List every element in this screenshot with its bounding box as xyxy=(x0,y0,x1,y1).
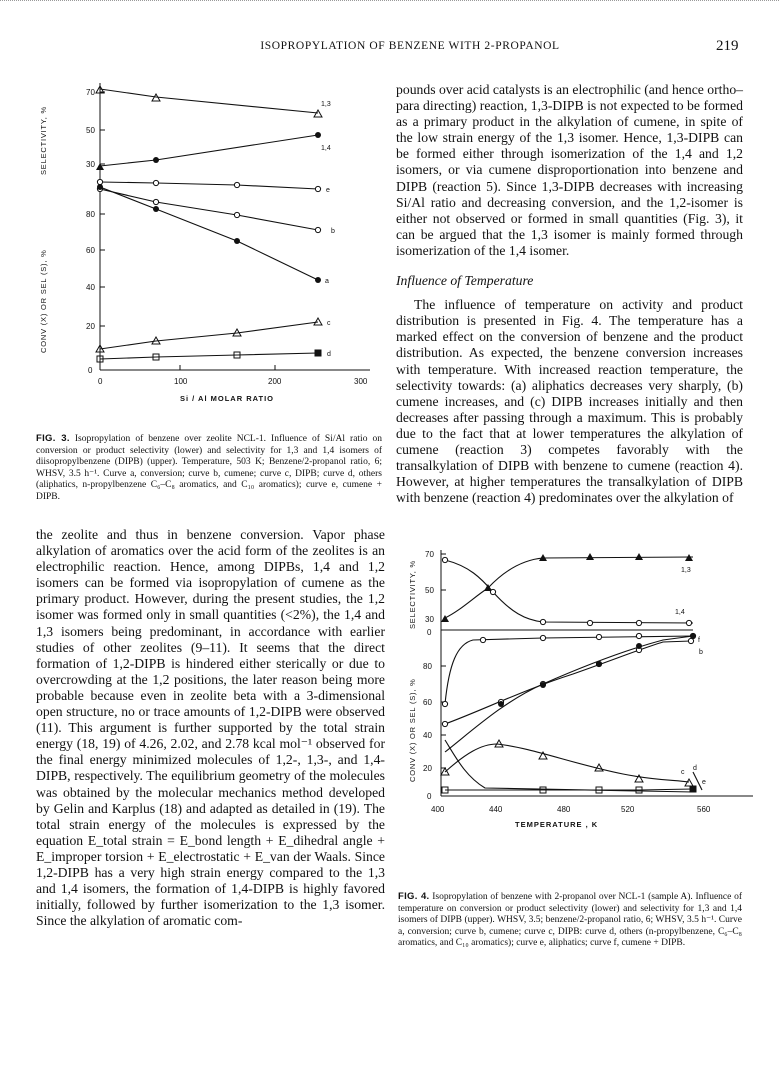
fig4-curve-label-13: 1,3 xyxy=(681,567,691,574)
fig3-ytick-20: 20 xyxy=(86,322,95,331)
fig4-curve-label-e: e xyxy=(702,779,706,786)
fig3-xtick-0: 0 xyxy=(98,377,103,386)
fig4-ytick-50: 50 xyxy=(425,586,434,595)
fig4-ytick-0: 0 xyxy=(427,792,432,801)
page-top-rule xyxy=(0,0,779,3)
fig4-ytick-40: 40 xyxy=(423,731,432,740)
fig4-ytick-20: 20 xyxy=(423,764,432,773)
fig4-curve-label-14: 1,4 xyxy=(675,609,685,616)
fig4-caption xyxy=(398,891,742,950)
fig4-upper-ylabel: SELECTIVITY, % xyxy=(408,560,417,629)
fig3-xtick-300: 300 xyxy=(354,377,368,386)
fig4-plot xyxy=(393,544,773,866)
fig4-ytick-0-top: 0 xyxy=(427,628,432,637)
fig3-curve-label-b: b xyxy=(331,228,335,235)
fig4-ytick-60: 60 xyxy=(423,698,432,707)
fig4-curve-label-d: d xyxy=(693,765,697,772)
fig4-xtick-400: 400 xyxy=(431,805,445,814)
fig4-xtick-520: 520 xyxy=(621,805,635,814)
fig3-upper-ylabel: SELECTIVITY, % xyxy=(39,106,48,175)
fig3-plot xyxy=(20,78,380,408)
fig3-curve-label-e: e xyxy=(326,187,330,194)
fig4-lower-ylabel: CONV (X) OR SEL (S), % xyxy=(408,678,417,782)
fig3-caption-text: Isopropylation of benzene over zeolite NCL-1. Influence of Si/Al ratio on conversion or product selectivity (lower) and selectivity for 1,3 and 1,4 isomers of diisopropylbenzene (DIPB) (upper). Temperature, 503 K; Benzene/2-propanol ratio, 6; WHSV, 3.5 h⁻¹. Curve a, conversion; curve b, cumene; curve c, DIPB; curve d, others (aliphatics, n-propylbenzene C₆–C₈ aromatics, and C₁₀ aromatics); curve e, cumene + DIPB. xyxy=(36,434,382,502)
left-column-paragraph: the zeolite and thus in benzene conversion. Vapor phase alkylation of aromatics over the acid form of the zeolites is an electrophilic reaction. Hence, among DIPBs, 1,4 and 1,2 isomers can be formed via isopropylation of cumene as the primary product. However, during the present studies, the 1,2 isomer was formed only in small quantities (<2%), the 1,4 and 1,3 isomers being predominant, in accordance with earlier studies of other zeolites (9–11). It seems that the direct formation of 1,2-DIPB is hindered either sterically or due to overcrowding at the 1,2 positions, the later reason being more probable because even in zeolite beta with a 3-dimensional open structure, no or trace amounts of 1,2-DIPB were observed (11). This argument is further supported by the total strain energy (18, 19) of 4.26, 2.02, and 2.78 kcal mol⁻¹ observed for the final energy minimized molecules of 1,2-, 1,3-, and 1,4-DIPB, respectively. The equilibrium geometry of the molecules was obtained by the molecular mechanics method developed by Gelin and Karplus (18) and adapted as detailed in (19). The total strain energy of the molecules is expressed by the equation E_total strain = E_bond length + E_dihedral angle + E_improper torsion + E_electrostatic + E_van der Waals. Since 1,2-DIPB has a very high strain energy compared to the 1,3 and 1,4 isomers, the formation of 1,4-DIPB is highly favored initially, followed by further isomerization to the 1,3 isomer. Since the alkylation of aromatic com- xyxy=(36,527,385,929)
fig3-ytick-40: 40 xyxy=(86,283,95,292)
fig4-caption-text: Isopropylation of benzene with 2-propanol over NCL-1 (sample A). Influence of temperature on conversion or product selectivity (lower) and selectivity for 1,3 and 1,4 isomers of DIPB (upper). WHSV, 3.5; benzene/2-propanol ratio, 6; WHSV, 3.5 h⁻¹. Curve a, conversion; curve b, cumene; curve c, DIPB: curve d, others (n-propylbenzene, C₆–C₈ aromatics, and C₁₀ aromatics); curve e, aliphatics; curve f, cumene + DIPB. xyxy=(398,892,742,949)
section-heading: Influence of Temperature xyxy=(396,273,534,289)
right-column-paragraph-2: The influence of temperature on activity and product distribution is presented in Fig. 4. The temperature has a marked effect on the conversion of benzene and the product distribution. As expected, the benzene conversion increases with temperature. With increased reaction temperature, the selectivity towards: (a) aliphatics decreases very sharply, (b) cumene increases, and (c) DIPB increases initially and then decreases after passing through a maximum. This is probably due to the fact that at lower temperatures the alkylation of cumene (reaction 3) competes favorably with the transalkylation of DIPB with benzene to cumene (reaction 4). However, at higher temperatures the transalkylation of DIPB with benzene (reaction 4) predominates over the alkylation of xyxy=(396,297,743,506)
fig3-xtick-100: 100 xyxy=(174,377,188,386)
fig3-lower-ylabel: CONV (X) OR SEL (S), % xyxy=(39,249,48,353)
fig3-ytick-50: 50 xyxy=(86,126,95,135)
fig3-curve-label-c: c xyxy=(327,320,331,327)
page-number: 219 xyxy=(716,38,739,54)
fig4-curve-label-f: f xyxy=(698,637,700,644)
fig3-curve-label-a: a xyxy=(325,278,329,285)
fig4-caption-label: FIG. 4. xyxy=(398,891,430,902)
fig3-ytick-70: 70 xyxy=(86,88,95,97)
fig4-curve-label-c: c xyxy=(681,769,685,776)
fig3-ytick-80: 80 xyxy=(86,210,95,219)
fig3-caption xyxy=(36,433,382,504)
fig4-xlabel: TEMPERATURE , K xyxy=(515,820,599,829)
fig4-ytick-70: 70 xyxy=(425,550,434,559)
fig3-curve-label-14: 1,4 xyxy=(321,145,331,152)
right-column-paragraph-1: pounds over acid catalysts is an electrophilic (and hence ortho–para directing) reaction, 1,3-DIPB is not expected to be formed as a primary product in the alkylation of cumene, in spite of the low strain energy of the 1,3 isomer. Hence, 1,3-DIPB can be formed either through isomerization of the 1,4 and 1,2 isomers, or via cumene disproportionation into benzene and DIPB (reaction 5). Since 1,3-DIPB decreases with increasing Si/Al ratio and decreasing conversion, and the 1,2-isomer is either not observed or formed in small quantities (Fig. 3), it can be argued that the 1,3 isomer is mainly formed through isomerization of the 1,4 isomer. xyxy=(396,82,744,258)
running-head: ISOPROPYLATION OF BENZENE WITH 2-PROPANOL xyxy=(260,40,560,52)
fig4-ytick-30: 30 xyxy=(425,615,434,624)
fig3-ytick-30: 30 xyxy=(86,160,95,169)
left-column xyxy=(36,527,385,929)
fig3-xtick-200: 200 xyxy=(268,377,282,386)
fig3-curve-label-d: d xyxy=(327,351,331,358)
fig3-ytick-0: 0 xyxy=(88,366,93,375)
fig4-xtick-480: 480 xyxy=(557,805,571,814)
right-column xyxy=(396,82,743,506)
fig3-curve-label-13: 1,3 xyxy=(321,101,331,108)
fig4-curve-label-b: b xyxy=(699,649,703,656)
fig3-ytick-60: 60 xyxy=(86,246,95,255)
fig4-xtick-440: 440 xyxy=(489,805,503,814)
fig3-xlabel: Si / Al MOLAR RATIO xyxy=(180,394,274,403)
fig4-ytick-80: 80 xyxy=(423,662,432,671)
fig3-caption-label: FIG. 3. xyxy=(36,433,70,444)
fig4-xtick-560: 560 xyxy=(697,805,711,814)
